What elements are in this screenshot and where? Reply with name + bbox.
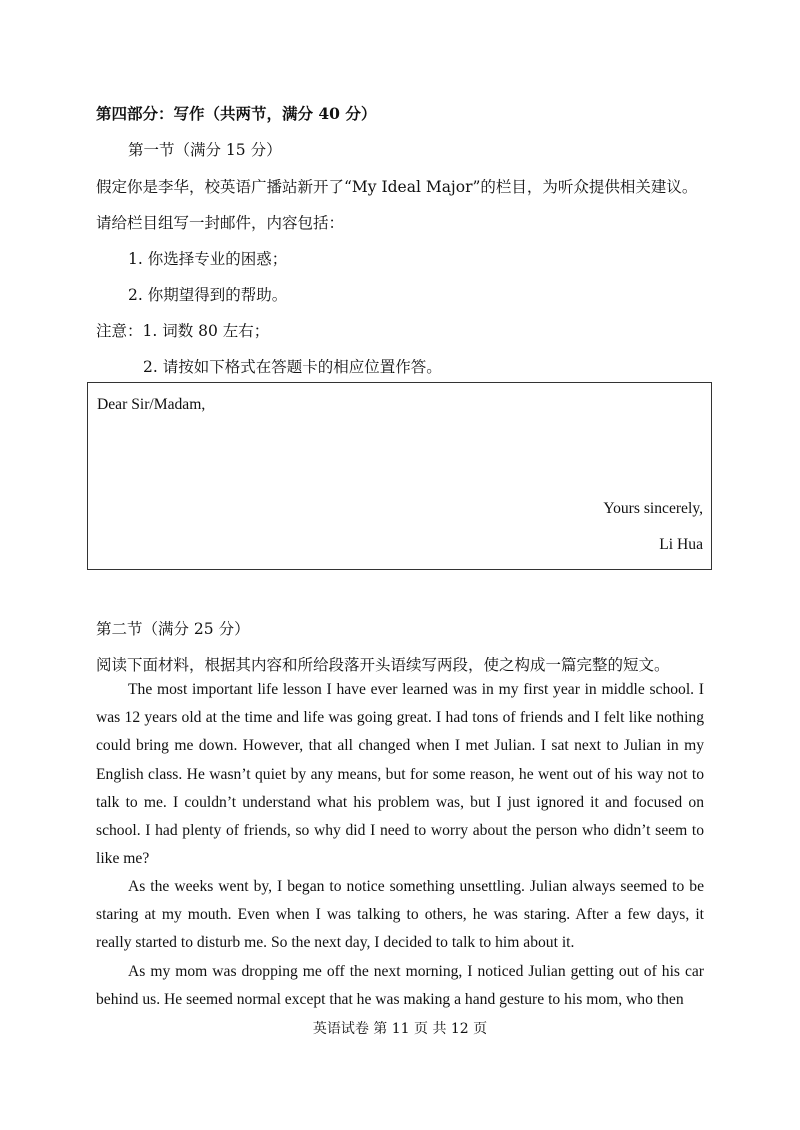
section1-item1: 1. 你选择专业的困惑； <box>128 250 288 268</box>
section2-instruction: 阅读下面材料，根据其内容和所给段落开头语续写两段，使之构成一篇完整的短文。 <box>96 656 670 674</box>
letter-closing: Yours sincerely, <box>603 500 703 517</box>
section1-prompt-line1: 假定你是李华，校英语广播站新开了“My Ideal Major”的栏目，为听众提供相关建议。 <box>96 178 698 196</box>
page-footer: 英语试卷 第 11 页 共 12 页 <box>312 1021 488 1037</box>
passage-paragraph-1: The most important life lesson I have ever learned was in my first year in middle school. I was 12 years old at the time and life was going great. I had tons of friends and I felt like nothing could bring me down. However, that all changed when I met Julian. I sat next to Julian in my English class. He wasn’t quiet by any means, but for some reason, he went out of his way not to talk to me. I couldn’t understand what his problem was, but I just ignored it and focused on school. I had plenty of friends, so why did I need to worry about the person who didn’t seem to like me? <box>96 681 704 868</box>
section1-note1: 注意：1. 词数 80 左右； <box>96 322 270 340</box>
section1-prompt-line2: 请给栏目组写一封邮件，内容包括： <box>96 214 345 232</box>
passage-paragraph-3: As my mom was dropping me off the next morning, I noticed Julian getting out of his car behind us. He seemed normal except that he was making a hand gesture to his mom, who then <box>96 963 704 1009</box>
section1-title: 第一节（满分 15 分） <box>128 141 282 159</box>
part4-heading: 第四部分：写作（共两节，满分 40 分） <box>96 104 377 123</box>
passage-paragraph-2: As the weeks went by, I began to notice something unsettling. Julian always seemed to be staring at my mouth. Even when I was talking to others, he was staring. After a few days, it really started to disturb me. So the next day, I decided to talk to him about it. <box>96 878 704 952</box>
section2-title: 第二节（满分 25 分） <box>96 620 250 638</box>
section1-note2: 2. 请按如下格式在答题卡的相应位置作答。 <box>143 358 442 376</box>
letter-template-box <box>87 382 712 570</box>
letter-signature: Li Hua <box>659 536 703 553</box>
letter-salutation: Dear Sir/Madam, <box>97 396 206 413</box>
section1-item2: 2. 你期望得到的帮助。 <box>128 286 288 304</box>
